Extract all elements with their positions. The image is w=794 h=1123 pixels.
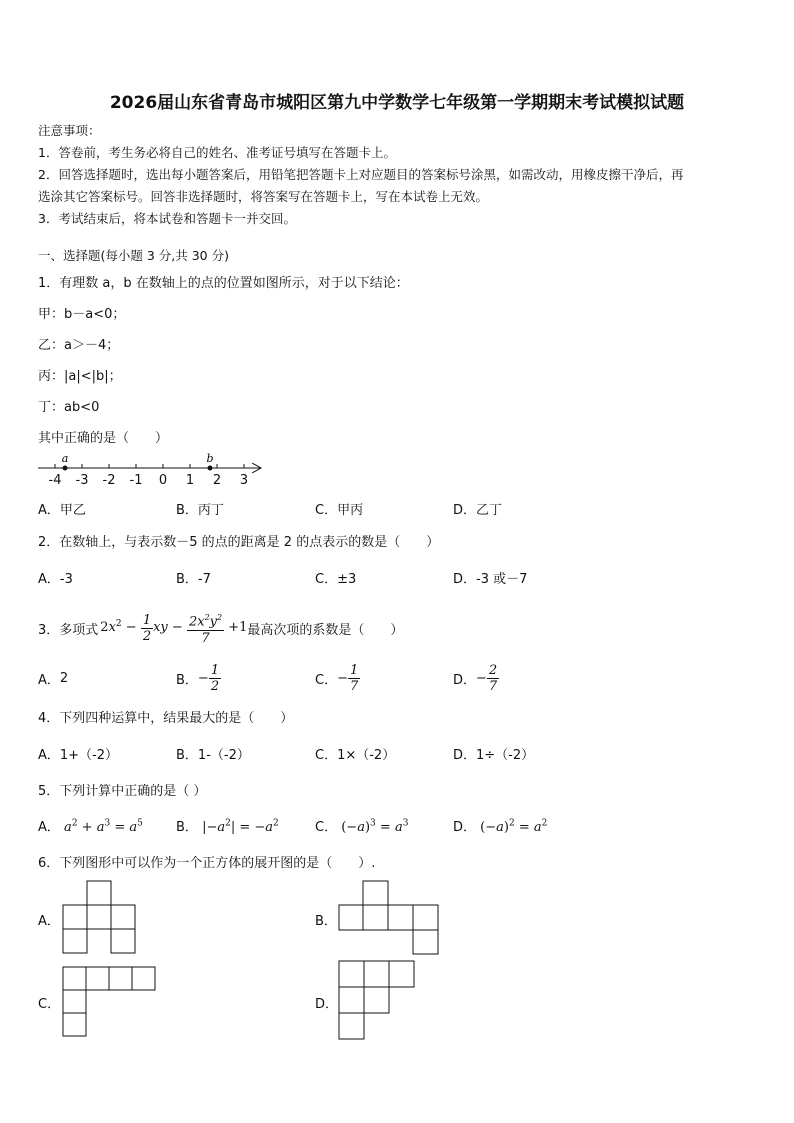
q5-stem: 5．下列计算中正确的是（ ）	[38, 784, 207, 799]
q6-option-b-label[interactable]: B．	[315, 914, 337, 929]
tick-label: -2	[102, 473, 116, 488]
tick-label: 2	[212, 473, 222, 488]
tick-label: 1	[185, 473, 195, 488]
q4-stem: 4．下列四种运算中，结果最大的是（ ）	[38, 711, 294, 726]
q5-option-d-formula: $(-a)^2 = a^2$	[480, 818, 548, 835]
q4-option-d[interactable]: D．1÷（-2）	[453, 748, 535, 763]
q3-polynomial: $2x^2$ − $\frac{1}{2}$ xy − $\frac{2x^2y^2}{7}$ +1	[100, 610, 247, 645]
q1-statement-3: 丙：|a|<|b|；	[38, 369, 122, 384]
tick-label: -3	[75, 473, 89, 488]
q3-option-a-value: 2	[59, 670, 69, 686]
q1-statement-2: 乙：a＞－4；	[38, 338, 120, 353]
tick-label: 3	[239, 473, 249, 488]
q5-option-a[interactable]	[38, 816, 143, 835]
q4-option-b[interactable]: B．1-（-2）	[176, 748, 250, 763]
q3-option-b-fraction: $\frac{1}{2}$	[210, 662, 220, 694]
q1-stem: 1．有理数 a，b 在数轴上的点的位置如图所示，对于以下结论：	[38, 276, 409, 291]
tick-label: 0	[158, 473, 168, 488]
notice-heading: 注意事项：	[38, 123, 101, 138]
q2-option-a[interactable]: A．-3	[38, 572, 73, 587]
option-label: C．	[315, 820, 338, 835]
option-label: B．	[176, 820, 198, 835]
option-label: C．	[315, 672, 338, 688]
q6-stem: 6．下列图形中可以作为一个正方体的展开图的是（ ）.	[38, 856, 376, 871]
q2-stem: 2．在数轴上，与表示数－5 的点的距离是 2 的点表示的数是（ ）	[38, 535, 440, 550]
notice-item-3: 3．考试结束后，将本试卷和答题卡一并交回。	[38, 211, 296, 226]
tick-label: -4	[48, 473, 62, 488]
q6-option-c-net[interactable]	[62, 966, 158, 1038]
q3-option-d-fraction: $\frac{2}{7}$	[488, 662, 498, 694]
point-b-label: b	[206, 452, 214, 465]
q3-option-b[interactable]: B． − $\frac{1}{2}$	[176, 662, 220, 694]
option-label: A．	[38, 820, 60, 835]
point-a-label: a	[61, 452, 69, 465]
option-label: A．	[38, 672, 60, 688]
notice-item-1: 1．答卷前，考生务必将自己的姓名、准考证号填写在答题卡上。	[38, 145, 396, 160]
q6-option-a-label[interactable]: A．	[38, 914, 60, 929]
q6-option-d-label[interactable]: D．	[315, 997, 339, 1012]
section-heading: 一、选择题(每小题 3 分,共 30 分)	[38, 248, 229, 263]
q2-option-d[interactable]: D．-3 或－7	[453, 572, 528, 587]
q1-statement-1: 甲：b－a<0；	[38, 307, 126, 322]
point-b-dot	[208, 466, 213, 471]
q4-option-c[interactable]: C．1×（-2）	[315, 748, 396, 763]
q2-option-c[interactable]: C．±3	[315, 572, 357, 587]
q5-option-a-formula: $a^2 + a^3 = a^5$	[64, 818, 143, 835]
q6-option-d-net[interactable]	[338, 960, 418, 1042]
q3-stem	[38, 608, 403, 648]
q3-option-d[interactable]: D． − $\frac{2}{7}$	[453, 662, 498, 694]
q1-ask: 其中正确的是（ ）	[38, 431, 169, 446]
q3-option-c[interactable]: C． − $\frac{1}{7}$	[315, 662, 359, 694]
q1-option-c[interactable]: C．甲丙	[315, 503, 364, 518]
option-label: D．	[453, 672, 477, 688]
q3-stem-prefix: 3．多项式	[38, 622, 99, 638]
q5-option-b-formula: $|-a^2| = -a^2$	[202, 818, 279, 835]
q1-statement-4: 丁：ab<0	[38, 400, 100, 415]
q5-option-b[interactable]	[176, 816, 279, 835]
q4-option-a[interactable]: A．1+（-2）	[38, 748, 119, 763]
notice-item-2-cont: 选涂其它答案标号。回答非选择题时，将答案写在答题卡上，写在本试卷上无效。	[38, 189, 489, 204]
q1-option-b[interactable]: B．丙丁	[176, 503, 224, 518]
q1-option-a[interactable]: A．甲乙	[38, 503, 86, 518]
point-a-dot	[63, 466, 68, 471]
q1-option-d[interactable]: D．乙丁	[453, 503, 503, 518]
number-line-figure	[30, 450, 270, 490]
q5-option-d[interactable]	[453, 816, 547, 835]
option-label: D．	[453, 820, 477, 835]
q3-option-c-fraction: $\frac{1}{7}$	[349, 662, 359, 694]
q3-option-a[interactable]	[38, 660, 68, 696]
notice-item-2: 2．回答选择题时，选出每小题答案后，用铅笔把答题卡上对应题目的答案标号涂黑，如需改动，用橡皮擦干净后，再	[38, 167, 684, 182]
tick-label: -1	[129, 473, 143, 488]
page-title: 2026届山东省青岛市城阳区第九中学数学七年级第一学期期末考试模拟试题	[109, 93, 685, 113]
q6-option-a-net[interactable]	[62, 880, 142, 956]
q2-option-b[interactable]: B．-7	[176, 572, 211, 587]
option-label: B．	[176, 672, 198, 688]
q6-option-b-net[interactable]	[338, 880, 443, 956]
q5-option-c[interactable]	[315, 816, 408, 835]
q6-option-c-label[interactable]: C．	[38, 997, 61, 1012]
q3-stem-suffix: 最高次项的系数是（ ）	[247, 622, 404, 638]
q5-option-c-formula: $(-a)^3 = a^3$	[341, 818, 409, 835]
